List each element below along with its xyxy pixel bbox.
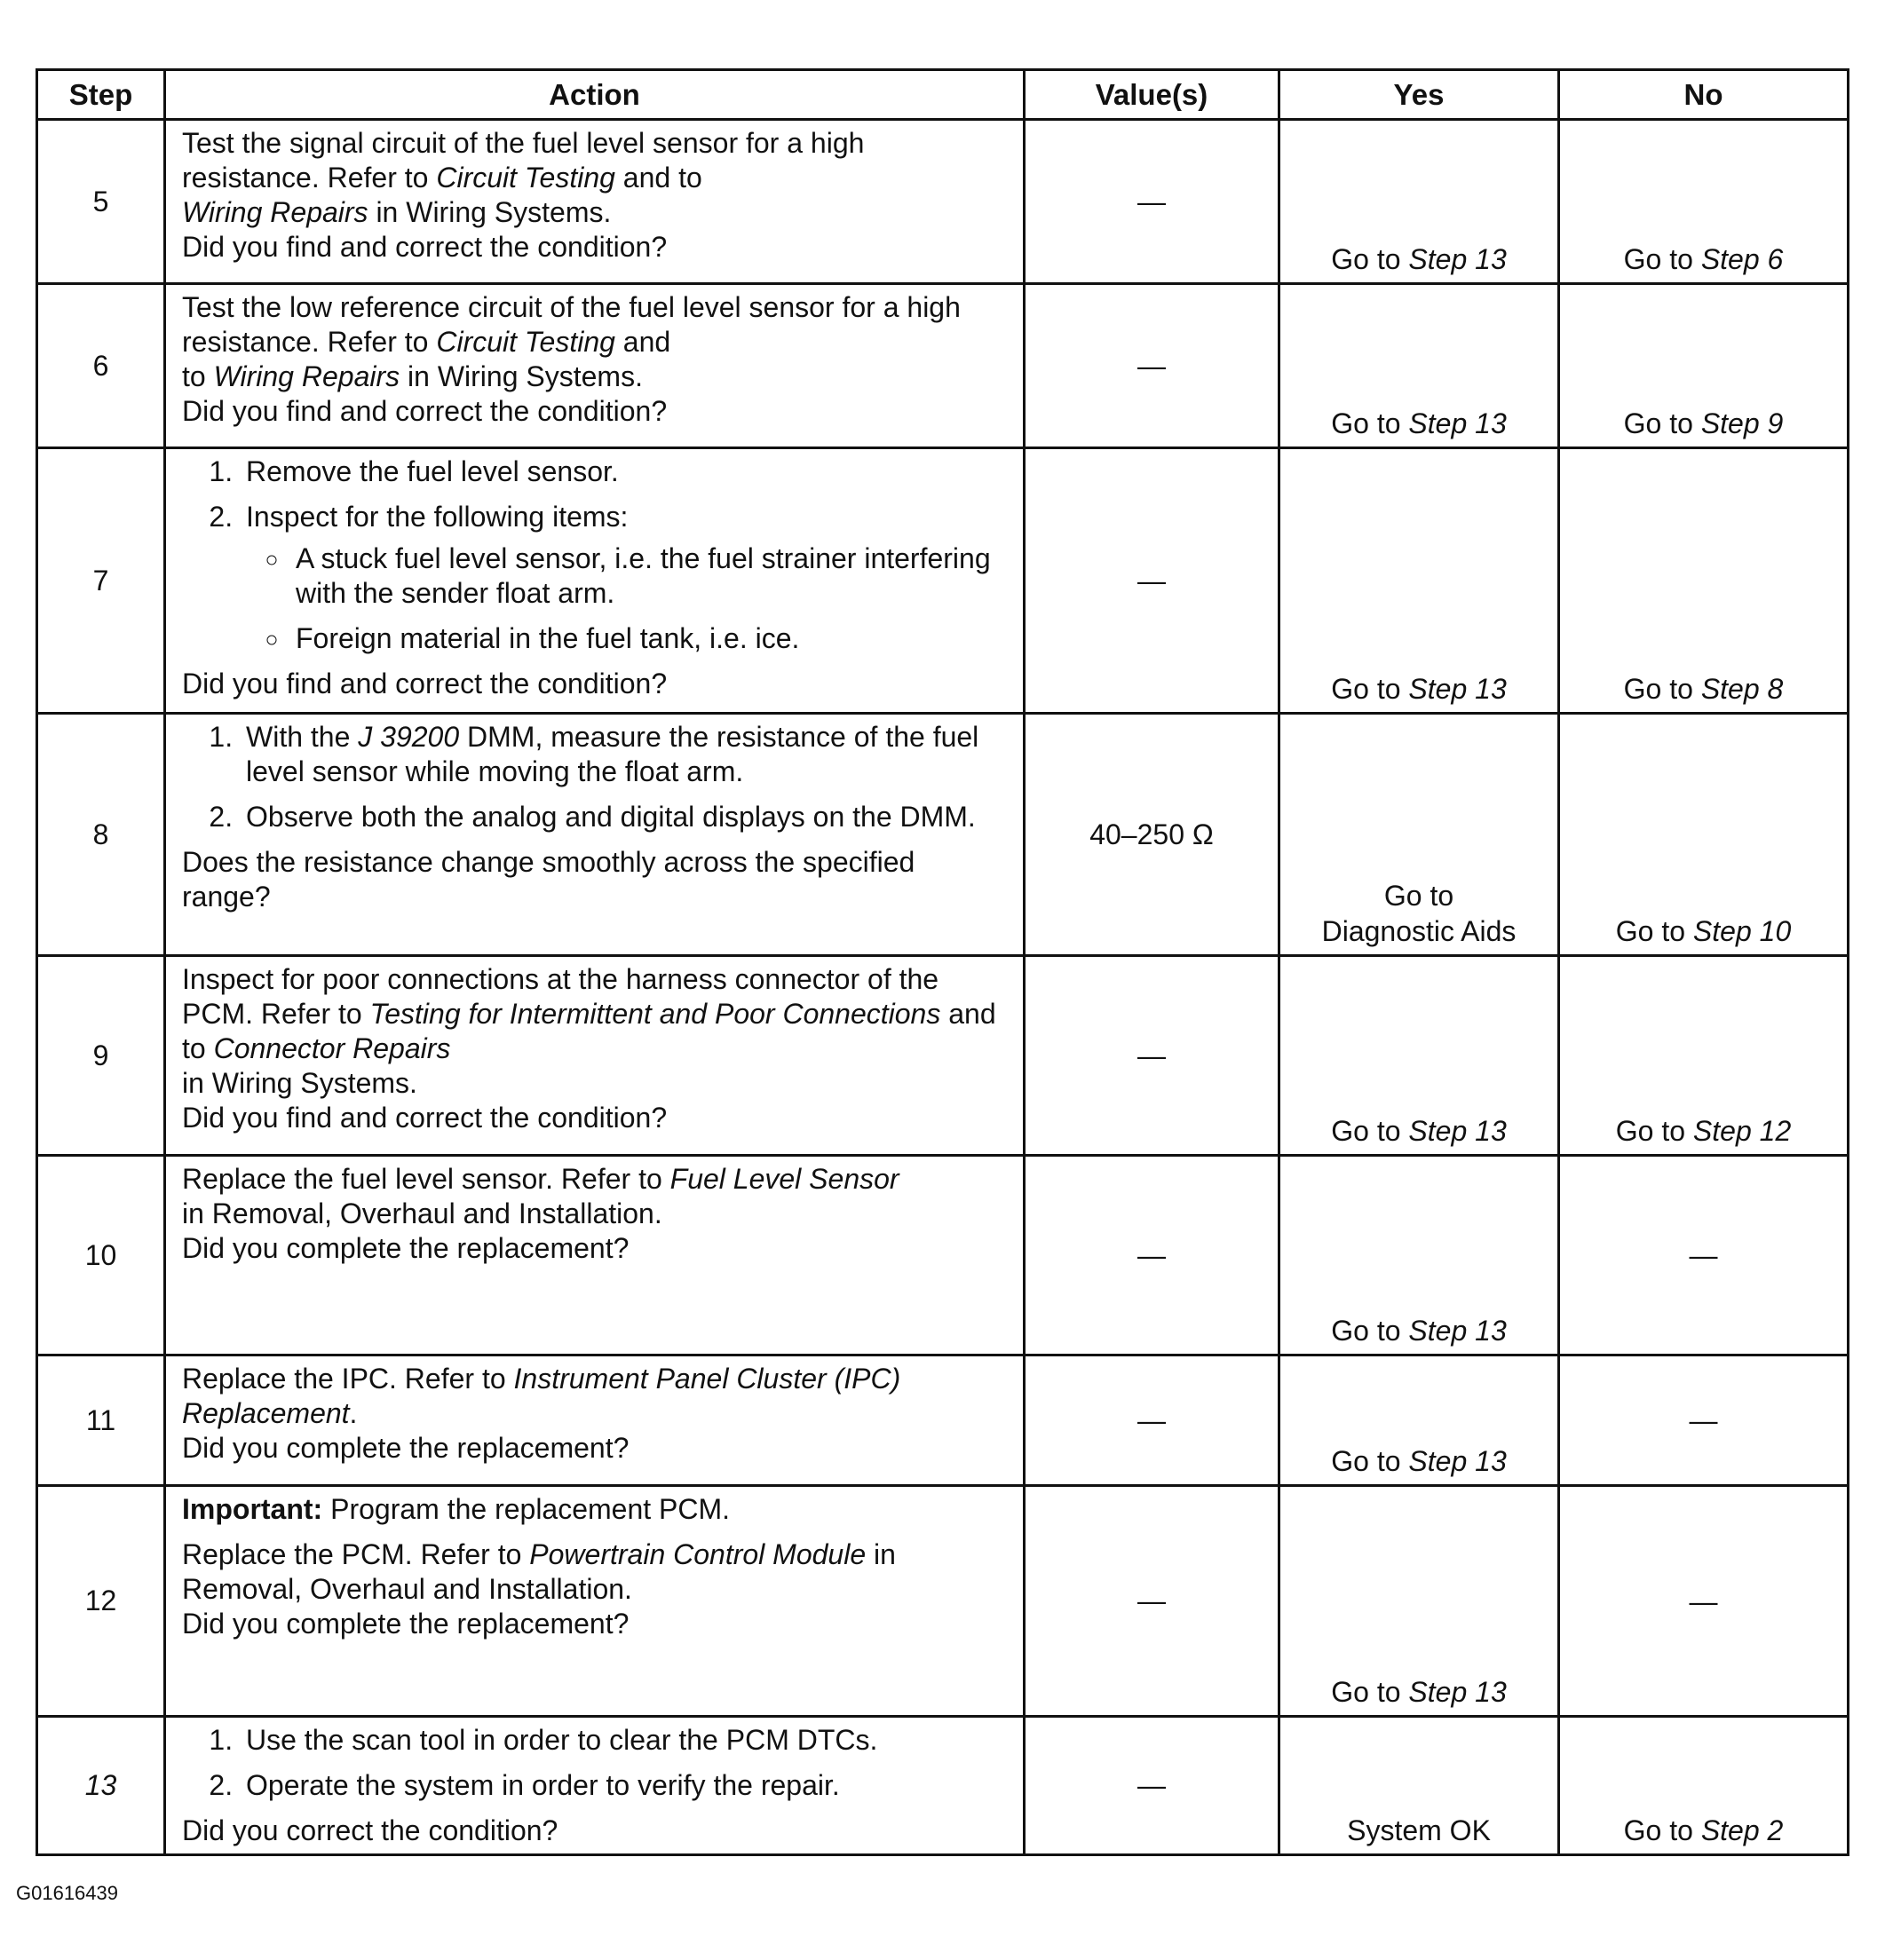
list-item: 2. Inspect for the following items: ◦ A stuck fuel level sensor, i.e. the fuel strainer interfering with the sender float arm. ◦ Foreign material in the fuel tank, i.e. ice.: [241, 500, 1007, 656]
step-number: 7: [37, 448, 165, 714]
action-cell: [165, 1156, 1025, 1355]
header-no: No: [1559, 70, 1849, 120]
step-number: 5: [37, 120, 165, 284]
list-item: 1. Use the scan tool in order to clear the PCM DTCs.: [241, 1723, 1007, 1758]
no-cell: Go to Step 8: [1559, 448, 1849, 714]
action-text: Replace the PCM. Refer to Powertrain Control Module in Removal, Overhaul and Installation.: [182, 1538, 896, 1605]
action-step-list: [182, 720, 1007, 845]
value-cell: —: [1025, 1717, 1279, 1855]
header-values: Value(s): [1025, 70, 1279, 120]
step-number: 9: [37, 956, 165, 1156]
action-cell: [165, 714, 1025, 956]
list-item: 2. Operate the system in order to verify the repair.: [241, 1768, 1007, 1803]
action-question: Did you complete the replacement?: [182, 1608, 630, 1640]
action-cell: [165, 284, 1025, 448]
list-item: 1. Remove the fuel level sensor.: [241, 454, 1007, 489]
action-cell: [165, 120, 1025, 284]
list-item: 1. With the J 39200 DMM, measure the resistance of the fuel level sensor while moving the float arm.: [241, 720, 1007, 789]
no-cell: Go to Step 9: [1559, 284, 1849, 448]
action-question: Did you find and correct the condition?: [182, 231, 668, 263]
table-row: [37, 120, 1849, 284]
no-cell: Go to Step 12: [1559, 956, 1849, 1156]
action-cell: [165, 1717, 1025, 1855]
table-row: [37, 1717, 1849, 1855]
action-question: Did you find and correct the condition?: [182, 1102, 668, 1134]
no-cell: Go to Step 6: [1559, 120, 1849, 284]
diagnostic-table: [36, 68, 1849, 1856]
yes-cell: Go to Step 13: [1279, 1486, 1559, 1717]
action-cell: [165, 448, 1025, 714]
action-cell: [165, 1486, 1025, 1717]
value-cell: —: [1025, 1355, 1279, 1486]
no-cell: —: [1559, 1355, 1849, 1486]
yes-cell: Go to Step 13: [1279, 448, 1559, 714]
yes-cell: Go to Step 13: [1279, 1156, 1559, 1355]
no-cell: —: [1559, 1486, 1849, 1717]
action-question: Did you complete the replacement?: [182, 1432, 630, 1464]
yes-cell: Go to Step 13: [1279, 120, 1559, 284]
action-question: Did you correct the condition?: [182, 1814, 558, 1846]
no-cell: Go to Step 10: [1559, 714, 1849, 956]
yes-cell: Go to Step 13: [1279, 956, 1559, 1156]
action-step-list: [182, 1723, 1007, 1814]
header-step: Step: [37, 70, 165, 120]
value-cell: —: [1025, 1486, 1279, 1717]
value-cell: —: [1025, 956, 1279, 1156]
table-row: [37, 284, 1849, 448]
yes-cell: Go to Step 13: [1279, 1355, 1559, 1486]
action-step-list: [182, 454, 1007, 667]
action-question: Did you find and correct the condition?: [182, 395, 668, 427]
table-row: [37, 714, 1849, 956]
action-question: Does the resistance change smoothly across the specified range?: [182, 846, 915, 913]
header-yes: Yes: [1279, 70, 1559, 120]
action-text: Test the signal circuit of the fuel level sensor for a high resistance. Refer to Circuit Testing and to Wiring Repairs in Wiring Systems.: [182, 127, 865, 228]
value-cell: 40–250 Ω: [1025, 714, 1279, 956]
action-text: Replace the IPC. Refer to Instrument Panel Cluster (IPC) Replacement.: [182, 1363, 901, 1429]
table-row: [37, 1355, 1849, 1486]
step-number: 11: [37, 1355, 165, 1486]
step-number: 13: [37, 1717, 165, 1855]
action-cell: [165, 1355, 1025, 1486]
no-cell: —: [1559, 1156, 1849, 1355]
important-note: Important: Program the replacement PCM.: [182, 1493, 731, 1525]
action-cell: [165, 956, 1025, 1156]
step-number: 12: [37, 1486, 165, 1717]
step-number: 6: [37, 284, 165, 448]
action-text: Test the low reference circuit of the fuel level sensor for a high resistance. Refer to Circuit Testing and to Wiring Repairs in Wiring Systems.: [182, 291, 961, 392]
step-number: 8: [37, 714, 165, 956]
yes-cell: Go to Step 13: [1279, 284, 1559, 448]
action-text: Replace the fuel level sensor. Refer to Fuel Level Sensor in Removal, Overhaul and Installation.: [182, 1163, 899, 1229]
table-row: [37, 1156, 1849, 1355]
yes-cell: System OK: [1279, 1717, 1559, 1855]
header-row: [37, 70, 1849, 120]
no-cell: Go to Step 2: [1559, 1717, 1849, 1855]
list-item: 2. Observe both the analog and digital displays on the DMM.: [241, 800, 1007, 834]
table-row: [37, 448, 1849, 714]
bullet-item: ◦ A stuck fuel level sensor, i.e. the fuel strainer interfering with the sender float arm.: [290, 541, 1007, 611]
bullet-item: ◦ Foreign material in the fuel tank, i.e. ice.: [290, 621, 1007, 656]
header-action: Action: [165, 70, 1025, 120]
figure-id: G01616439: [16, 1882, 118, 1904]
table-row: [37, 1486, 1849, 1717]
value-cell: —: [1025, 448, 1279, 714]
action-question: Did you find and correct the condition?: [182, 668, 668, 699]
yes-cell: Go to Diagnostic Aids: [1279, 714, 1559, 956]
action-question: Did you complete the replacement?: [182, 1232, 630, 1264]
value-cell: —: [1025, 1156, 1279, 1355]
step-number: 10: [37, 1156, 165, 1355]
value-cell: —: [1025, 120, 1279, 284]
value-cell: —: [1025, 284, 1279, 448]
bullet-list: [246, 541, 1007, 656]
action-text: Inspect for poor connections at the harness connector of the PCM. Refer to Testing for Intermittent and Poor Connections and to Connector Repairs in Wiring Systems.: [182, 963, 996, 1099]
table-row: [37, 956, 1849, 1156]
